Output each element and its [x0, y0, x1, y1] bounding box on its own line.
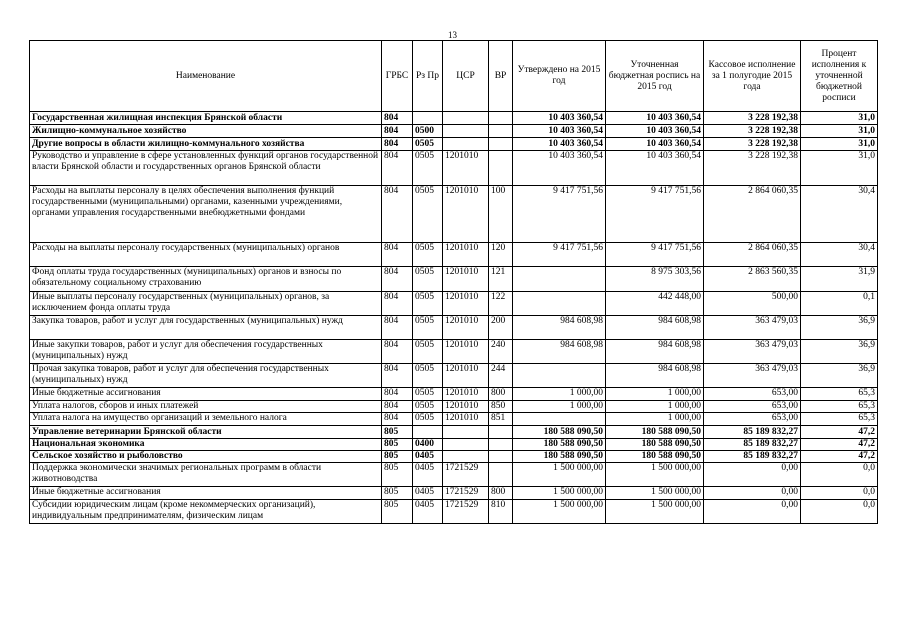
row-name: Иные бюджетные ассигнования [30, 487, 382, 500]
row-rzpr: 0505 [413, 401, 443, 413]
header-refined: Уточненная бюджетная роспись на 2015 год [606, 41, 704, 112]
row-vr: 121 [489, 267, 513, 292]
row-executed: 2 863 560,35 [704, 267, 801, 292]
row-executed: 3 228 192,38 [704, 138, 801, 151]
row-grbs: 804 [382, 112, 413, 125]
row-approved [513, 292, 606, 316]
row-rzpr: 0505 [413, 138, 443, 151]
row-vr [489, 138, 513, 151]
table-row [30, 413, 878, 426]
row-executed: 363 479,03 [704, 316, 801, 340]
row-approved: 1 500 000,00 [513, 463, 606, 487]
table-row [30, 267, 878, 292]
header-name: Наименование [30, 41, 382, 112]
row-approved: 984 608,98 [513, 340, 606, 364]
row-approved [513, 364, 606, 388]
row-name: Руководство и управление в сфере установленных функций органов государственной власти Брянской области и государственных органов Брянской области [30, 151, 382, 186]
row-csr: 1721529 [443, 463, 489, 487]
row-grbs: 805 [382, 426, 413, 439]
row-approved: 10 403 360,54 [513, 112, 606, 125]
row-grbs: 804 [382, 125, 413, 138]
row-refined: 442 448,00 [606, 292, 704, 316]
row-vr: 800 [489, 388, 513, 401]
row-vr: 851 [489, 413, 513, 426]
row-name: Сельское хозяйство и рыболовство [30, 451, 382, 463]
row-approved: 10 403 360,54 [513, 151, 606, 186]
header-grbs: ГРБС [382, 41, 413, 112]
row-vr: 850 [489, 401, 513, 413]
row-executed: 653,00 [704, 388, 801, 401]
table-row [30, 112, 878, 125]
row-grbs: 804 [382, 267, 413, 292]
row-csr [443, 138, 489, 151]
row-name: Закупка товаров, работ и услуг для государственных (муниципальных) нужд [30, 316, 382, 340]
row-rzpr: 0505 [413, 243, 443, 267]
row-approved: 9 417 751,56 [513, 243, 606, 267]
row-vr [489, 439, 513, 451]
row-grbs: 804 [382, 243, 413, 267]
header-vr: ВР [489, 41, 513, 112]
row-approved [513, 267, 606, 292]
row-executed: 85 189 832,27 [704, 426, 801, 439]
row-grbs: 804 [382, 413, 413, 426]
row-percent: 0,1 [801, 292, 878, 316]
row-refined: 1 500 000,00 [606, 500, 704, 524]
row-name: Субсидии юридическим лицам (кроме некоммерческих организаций), индивидуальным предпринимателям, физическим лицам [30, 500, 382, 524]
header-approved: Утверждено на 2015 год [513, 41, 606, 112]
row-vr: 122 [489, 292, 513, 316]
row-approved: 180 588 090,50 [513, 426, 606, 439]
row-percent: 0,0 [801, 487, 878, 500]
row-percent: 36,9 [801, 364, 878, 388]
row-executed: 653,00 [704, 401, 801, 413]
header-rzpr: Рз Пр [413, 41, 443, 112]
row-rzpr: 0405 [413, 463, 443, 487]
row-refined: 180 588 090,50 [606, 426, 704, 439]
row-name: Государственная жилищная инспекция Брянской области [30, 112, 382, 125]
row-percent: 31,9 [801, 267, 878, 292]
row-refined: 180 588 090,50 [606, 451, 704, 463]
row-executed: 0,00 [704, 500, 801, 524]
row-refined: 10 403 360,54 [606, 112, 704, 125]
row-approved: 10 403 360,54 [513, 138, 606, 151]
row-vr: 810 [489, 500, 513, 524]
row-rzpr [413, 426, 443, 439]
row-name: Расходы на выплаты персоналу в целях обеспечения выполнения функций государственными (муниципальными) органами, казенными учреждениями, органами управления государственными внебюджетными фондами [30, 186, 382, 243]
row-approved: 1 500 000,00 [513, 500, 606, 524]
row-vr: 120 [489, 243, 513, 267]
row-name: Другие вопросы в области жилищно-коммунального хозяйства [30, 138, 382, 151]
row-name: Уплата налогов, сборов и иных платежей [30, 401, 382, 413]
row-csr: 1201010 [443, 243, 489, 267]
table-row [30, 340, 878, 364]
row-grbs: 804 [382, 151, 413, 186]
table-row [30, 364, 878, 388]
row-rzpr: 0505 [413, 267, 443, 292]
row-grbs: 804 [382, 401, 413, 413]
row-vr [489, 125, 513, 138]
row-csr: 1201010 [443, 388, 489, 401]
row-refined: 180 588 090,50 [606, 439, 704, 451]
row-grbs: 804 [382, 292, 413, 316]
row-executed: 3 228 192,38 [704, 151, 801, 186]
row-refined: 8 975 303,56 [606, 267, 704, 292]
row-approved: 1 500 000,00 [513, 487, 606, 500]
row-name: Национальная экономика [30, 439, 382, 451]
row-grbs: 805 [382, 487, 413, 500]
table-row [30, 316, 878, 340]
table-row [30, 463, 878, 487]
table-row [30, 487, 878, 500]
row-name: Фонд оплаты труда государственных (муниципальных) органов и взносы по обязательному социальному страхованию [30, 267, 382, 292]
row-rzpr [413, 112, 443, 125]
row-vr [489, 426, 513, 439]
row-grbs: 804 [382, 388, 413, 401]
row-refined: 10 403 360,54 [606, 151, 704, 186]
row-csr [443, 451, 489, 463]
table-row [30, 500, 878, 524]
row-percent: 36,9 [801, 340, 878, 364]
row-vr: 244 [489, 364, 513, 388]
row-approved: 984 608,98 [513, 316, 606, 340]
row-name: Жилищно-коммунальное хозяйство [30, 125, 382, 138]
row-csr: 1721529 [443, 500, 489, 524]
row-csr: 1201010 [443, 413, 489, 426]
row-approved [513, 413, 606, 426]
row-percent: 47,2 [801, 426, 878, 439]
row-name: Прочая закупка товаров, работ и услуг для обеспечения государственных (муниципальных) нужд [30, 364, 382, 388]
row-percent: 36,9 [801, 316, 878, 340]
row-percent: 30,4 [801, 243, 878, 267]
row-executed: 85 189 832,27 [704, 451, 801, 463]
row-rzpr: 0405 [413, 451, 443, 463]
row-approved: 9 417 751,56 [513, 186, 606, 243]
row-percent: 65,3 [801, 401, 878, 413]
row-approved: 180 588 090,50 [513, 451, 606, 463]
row-executed: 2 864 060,35 [704, 243, 801, 267]
row-grbs: 804 [382, 138, 413, 151]
row-percent: 0,0 [801, 500, 878, 524]
row-percent: 47,2 [801, 451, 878, 463]
row-name: Уплата налога на имущество организаций и земельного налога [30, 413, 382, 426]
row-percent: 0,0 [801, 463, 878, 487]
row-refined: 1 000,00 [606, 388, 704, 401]
row-csr: 1201010 [443, 364, 489, 388]
row-rzpr: 0405 [413, 500, 443, 524]
row-csr: 1721529 [443, 487, 489, 500]
row-approved: 10 403 360,54 [513, 125, 606, 138]
table-row [30, 186, 878, 243]
row-refined: 1 500 000,00 [606, 463, 704, 487]
row-percent: 31,0 [801, 125, 878, 138]
table-row [30, 451, 878, 463]
header-percent: Процент исполнения к уточненной бюджетной росписи [801, 41, 878, 112]
row-csr: 1201010 [443, 316, 489, 340]
table-row [30, 138, 878, 151]
row-rzpr: 0505 [413, 388, 443, 401]
row-vr: 200 [489, 316, 513, 340]
row-csr: 1201010 [443, 267, 489, 292]
row-approved: 180 588 090,50 [513, 439, 606, 451]
row-name: Управление ветеринарии Брянской области [30, 426, 382, 439]
row-percent: 31,0 [801, 112, 878, 125]
row-refined: 1 000,00 [606, 401, 704, 413]
row-vr: 800 [489, 487, 513, 500]
row-grbs: 804 [382, 364, 413, 388]
budget-table [29, 40, 878, 524]
header-csr: ЦСР [443, 41, 489, 112]
row-approved: 1 000,00 [513, 388, 606, 401]
row-grbs: 804 [382, 316, 413, 340]
row-executed: 363 479,03 [704, 340, 801, 364]
row-percent: 65,3 [801, 388, 878, 401]
row-executed: 3 228 192,38 [704, 112, 801, 125]
row-csr [443, 426, 489, 439]
row-name: Расходы на выплаты персоналу государственных (муниципальных) органов [30, 243, 382, 267]
row-csr: 1201010 [443, 186, 489, 243]
row-rzpr: 0505 [413, 316, 443, 340]
row-csr: 1201010 [443, 401, 489, 413]
row-rzpr: 0505 [413, 186, 443, 243]
row-vr [489, 451, 513, 463]
row-percent: 31,0 [801, 138, 878, 151]
row-rzpr: 0505 [413, 151, 443, 186]
row-refined: 1 000,00 [606, 413, 704, 426]
row-name: Иные закупки товаров, работ и услуг для обеспечения государственных (муниципальных) нужд [30, 340, 382, 364]
row-percent: 47,2 [801, 439, 878, 451]
table-row [30, 388, 878, 401]
row-csr [443, 125, 489, 138]
row-vr: 240 [489, 340, 513, 364]
header-row [30, 41, 878, 112]
row-grbs: 805 [382, 451, 413, 463]
row-rzpr: 0505 [413, 340, 443, 364]
row-grbs: 805 [382, 500, 413, 524]
row-csr [443, 112, 489, 125]
row-rzpr: 0500 [413, 125, 443, 138]
row-rzpr: 0400 [413, 439, 443, 451]
row-percent: 31,0 [801, 151, 878, 186]
row-vr [489, 463, 513, 487]
row-grbs: 805 [382, 463, 413, 487]
row-name: Поддержка экономически значимых региональных программ в области животноводства [30, 463, 382, 487]
row-vr: 100 [489, 186, 513, 243]
row-executed: 500,00 [704, 292, 801, 316]
row-refined: 984 608,98 [606, 340, 704, 364]
row-executed: 3 228 192,38 [704, 125, 801, 138]
row-executed: 85 189 832,27 [704, 439, 801, 451]
row-rzpr: 0405 [413, 487, 443, 500]
table-row [30, 243, 878, 267]
table-row [30, 401, 878, 413]
row-refined: 9 417 751,56 [606, 243, 704, 267]
table-row [30, 292, 878, 316]
row-csr: 1201010 [443, 151, 489, 186]
row-rzpr: 0505 [413, 413, 443, 426]
row-grbs: 804 [382, 186, 413, 243]
page-number: 13 [448, 30, 457, 40]
row-grbs: 804 [382, 340, 413, 364]
row-csr [443, 439, 489, 451]
row-refined: 984 608,98 [606, 316, 704, 340]
row-approved: 1 000,00 [513, 401, 606, 413]
row-vr [489, 112, 513, 125]
row-rzpr: 0505 [413, 364, 443, 388]
row-percent: 65,3 [801, 413, 878, 426]
row-executed: 653,00 [704, 413, 801, 426]
row-csr: 1201010 [443, 340, 489, 364]
row-percent: 30,4 [801, 186, 878, 243]
row-refined: 984 608,98 [606, 364, 704, 388]
row-refined: 10 403 360,54 [606, 138, 704, 151]
table-row [30, 439, 878, 451]
header-executed: Кассовое исполнение за 1 полугодие 2015 года [704, 41, 801, 112]
row-csr: 1201010 [443, 292, 489, 316]
row-grbs: 805 [382, 439, 413, 451]
row-refined: 9 417 751,56 [606, 186, 704, 243]
table-row [30, 151, 878, 186]
table-row [30, 125, 878, 138]
row-name: Иные выплаты персоналу государственных (муниципальных) органов, за исключением фонда оплаты труда [30, 292, 382, 316]
row-executed: 0,00 [704, 487, 801, 500]
row-vr [489, 151, 513, 186]
row-rzpr: 0505 [413, 292, 443, 316]
row-executed: 363 479,03 [704, 364, 801, 388]
row-executed: 0,00 [704, 463, 801, 487]
row-refined: 10 403 360,54 [606, 125, 704, 138]
table-row [30, 426, 878, 439]
row-refined: 1 500 000,00 [606, 487, 704, 500]
row-name: Иные бюджетные ассигнования [30, 388, 382, 401]
row-executed: 2 864 060,35 [704, 186, 801, 243]
